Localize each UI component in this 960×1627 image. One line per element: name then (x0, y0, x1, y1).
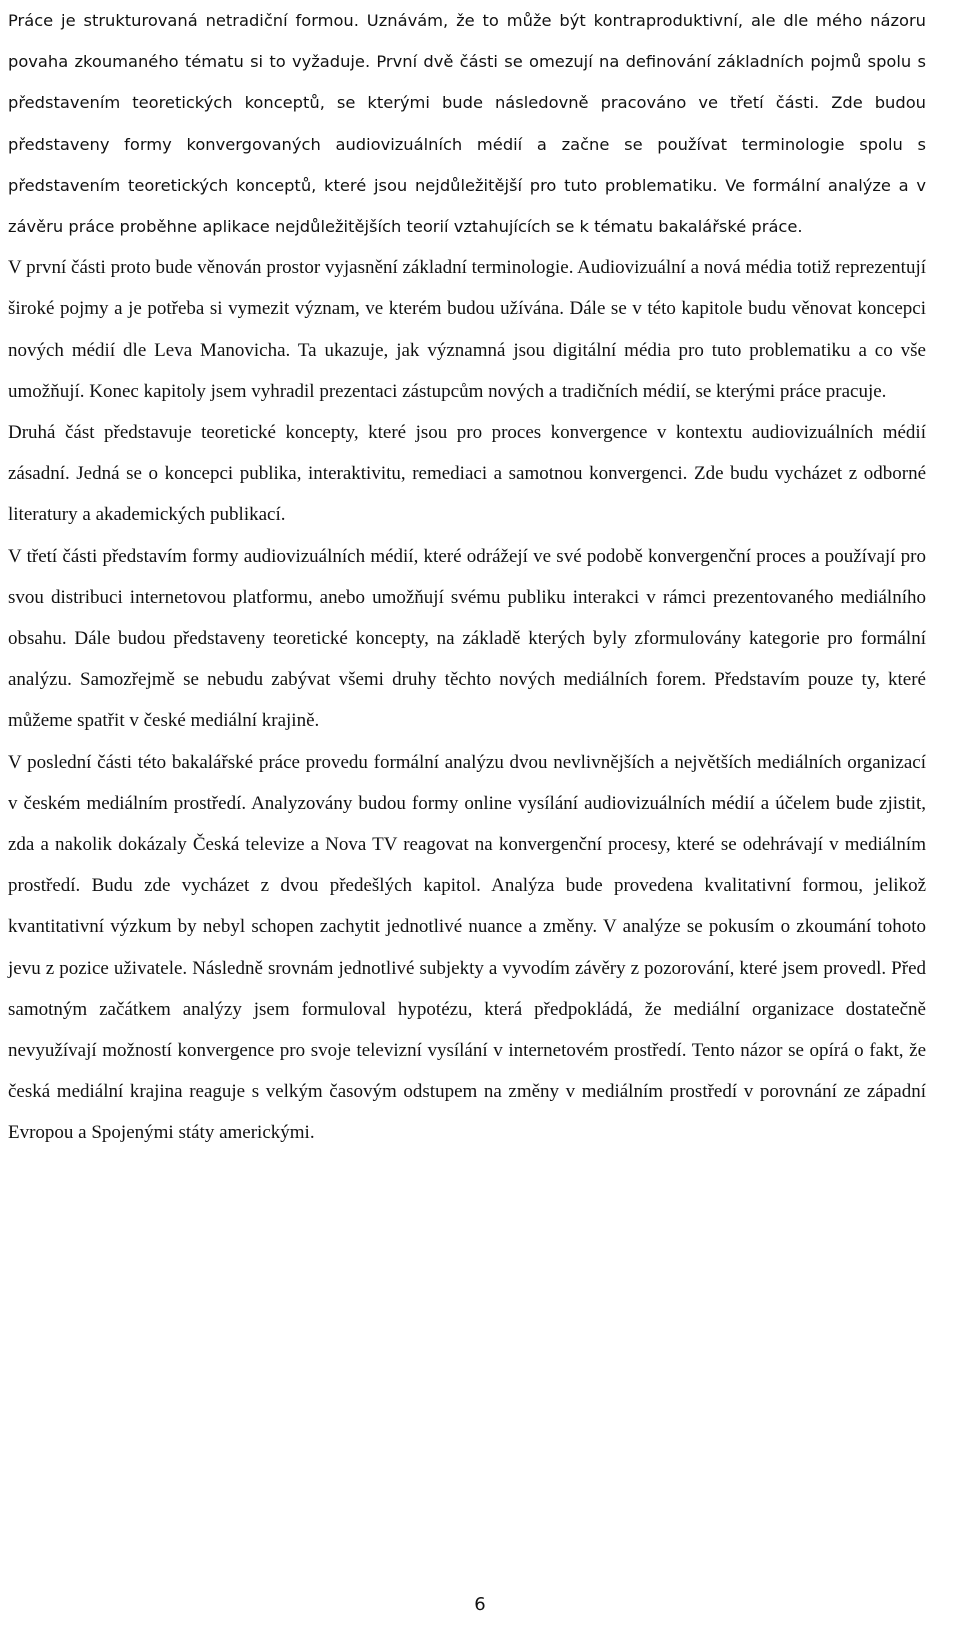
page-number: 6 (474, 1594, 486, 1615)
paragraph-third-part: V třetí části představím formy audiovizuálních médií, které odrážejí ve své podobě konvergenční proces a používají pro svou distribuci internetovou platformu, anebo umožňují svému publiku interakci v rámci prezentovaného mediálního obsahu. Dále budou představeny teoretické koncepty, na základě kterých byly zformulovány kategorie pro formální analýzu. Samozřejmě se nebudu zabývat všemi druhy těchto nových mediálních forem. Představím pouze ty, které můžeme spatřit v české mediální krajině. (8, 545, 926, 732)
paragraph-structure: Práce je strukturovaná netradiční formou. Uznávám, že to může být kontraproduktivní, ale dle mého názoru povaha zkoumaného tématu si to vyžaduje. První dvě části se omezují na definování základních pojmů spolu s představením teoretických konceptů, se kterými bude následovně pracováno ve třetí části. Zde budou představeny formy konvergovaných audiovizuálních médií a začne se používat terminologie spolu s představením teoretických konceptů, které jsou nejdůležitější pro tuto problematiku. Ve formální analýze a v závěru práce proběhne aplikace nejdůležitějších teorií vztahujících se k tématu bakalářské práce. (8, 11, 926, 237)
paragraph-second-part: Druhá část představuje teoretické koncepty, které jsou pro proces konvergence v kontextu audiovizuálních médií zásadní. Jedná se o koncepci publika, interaktivitu, remediaci a samotnou konvergenci. Zde budu vycházet z odborné literatury a akademických publikací. (8, 422, 926, 526)
paragraph-first-part: V první části proto bude věnován prostor vyjasnění základní terminologie. Audiovizuální a nová média totiž reprezentují široké pojmy a je potřeba si vymezit význam, ve kterém budou užívána. Dále se v této kapitole budu věnovat koncepci nových médií dle Leva Manovicha. Ta ukazuje, jak významná jsou digitální média pro tuto problematiku a co vše umožňují. Konec kapitoly jsem vyhradil prezentaci zástupcům nových a tradičních médií, se kterými práce pracuje. (8, 257, 926, 402)
paragraph-last-part: V poslední části této bakalářské práce provedu formální analýzu dvou nevlivnějších a největších mediálních organizací v českém mediálním prostředí. Analyzovány budou formy online vysílání audiovizuálních médií a účelem bude zjistit, zda a nakolik dokázaly Česká televize a Nova TV reagovat na konvergenční procesy, které se odehrávají v mediálním prostředí. Budu zde vycházet z dvou předešlých kapitol. Analýza bude provedena kvalitativní formou, jelikož kvantitativní výzkum by nebyl schopen zachytit jednotlivé nuance a změny. V analýze se pokusím o zkoumání tohoto jevu z pozice uživatele. Následně srovnám jednotlivé subjekty a vyvodím závěry z pozorování, které jsem provedl. Před samotným začátkem analýzy jsem formuloval hypotézu, která předpokládá, že mediální organizace dostatečně nevyužívají možností konvergence pro svoje televizní vysílání v internetovém prostředí. Tento názor se opírá o fakt, že česká mediální krajina reaguje s velkým časovým odstupem na změny v mediálním prostředí v porovnání ze západní Evropou a Spojenými státy americkými. (8, 751, 926, 1144)
document-body (8, 0, 926, 1154)
